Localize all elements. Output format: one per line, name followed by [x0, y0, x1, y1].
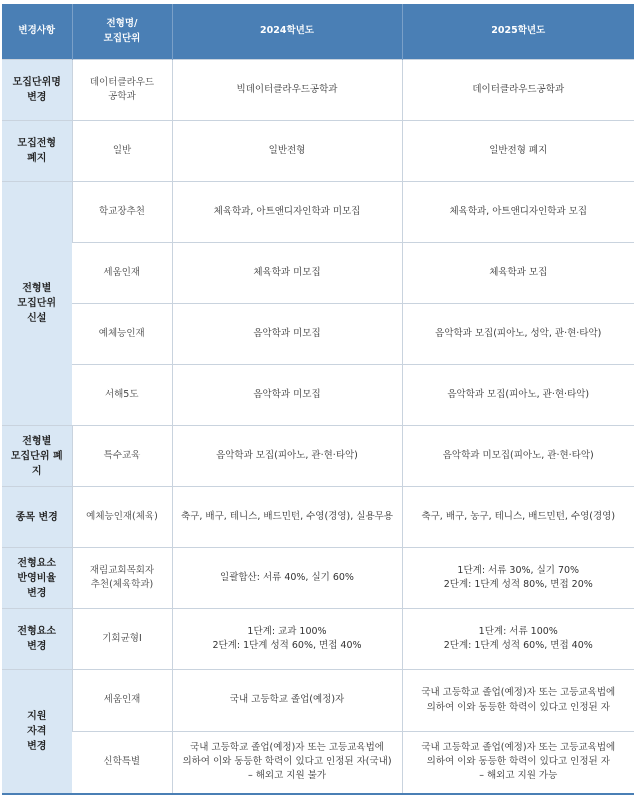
year-2025-cell: 음악학과 미모집(피아노, 관·현·타악): [402, 426, 634, 487]
year-2024-cell: 체육학과 미모집: [172, 243, 402, 304]
year-2025-cell: 1단계: 서류 30%, 실기 70% 2단계: 1단계 성적 80%, 면접 20%: [402, 548, 634, 609]
year-2024-cell: 국내 고등학교 졸업(예정)자 또는 고등교육법에 의하여 이와 동등한 학력이 있다고 인정된 자(국내) – 해외고 지원 불가: [172, 732, 402, 794]
year-2024-cell: 축구, 배구, 테니스, 배드민턴, 수영(경영), 실용무용: [172, 487, 402, 548]
year-2024-cell: 빅데이터클라우드공학과: [172, 60, 402, 121]
year-2025-cell: 축구, 배구, 농구, 테니스, 배드민턴, 수영(경영): [402, 487, 634, 548]
type-cell: 예체능인재: [72, 304, 172, 365]
header-row: [2, 4, 634, 60]
table-row: [2, 426, 634, 487]
table-row: [2, 609, 634, 670]
type-cell: 예체능인재(체육): [72, 487, 172, 548]
header-admission-type: 전형명/ 모집단위: [72, 4, 172, 60]
header-changes: 변경사항: [2, 4, 72, 60]
year-2024-cell: 음악학과 미모집: [172, 365, 402, 426]
header-2024: 2024학년도: [172, 4, 402, 60]
category-cell: 전형요소 변경: [2, 609, 72, 670]
category-cell: 전형요소 반영비율 변경: [2, 548, 72, 609]
type-cell: 서해5도: [72, 365, 172, 426]
year-2025-cell: 일반전형 폐지: [402, 121, 634, 182]
table-row: [2, 121, 634, 182]
table-row: [2, 487, 634, 548]
year-2024-cell: 국내 고등학교 졸업(예정)자: [172, 670, 402, 732]
category-cell: 종목 변경: [2, 487, 72, 548]
type-cell: 일반: [72, 121, 172, 182]
table-row: [2, 304, 634, 365]
year-2024-cell: 음악학과 미모집: [172, 304, 402, 365]
year-2025-cell: 체육학과 모집: [402, 243, 634, 304]
year-2025-cell: 국내 고등학교 졸업(예정)자 또는 고등교육법에 의하여 이와 동등한 학력이 있다고 인정된 자: [402, 670, 634, 732]
table-row: [2, 60, 634, 121]
year-2024-cell: 체육학과, 아트앤디자인학과 미모집: [172, 182, 402, 243]
year-2024-cell: 일괄합산: 서류 40%, 실기 60%: [172, 548, 402, 609]
header-2025: 2025학년도: [402, 4, 634, 60]
type-cell: 기회균형Ⅰ: [72, 609, 172, 670]
table-row: [2, 182, 634, 243]
year-2024-cell: 음악학과 모집(피아노, 관·현·타악): [172, 426, 402, 487]
type-cell: 세움인재: [72, 670, 172, 732]
category-cell: 모집전형 폐지: [2, 121, 72, 182]
year-2024-cell: 1단계: 교과 100% 2단계: 1단계 성적 60%, 면접 40%: [172, 609, 402, 670]
year-2024-cell: 일반전형: [172, 121, 402, 182]
year-2025-cell: 체육학과, 아트앤디자인학과 모집: [402, 182, 634, 243]
type-cell: 신학특별: [72, 732, 172, 794]
table-row: [2, 670, 634, 732]
type-cell: 데이터클라우드 공학과: [72, 60, 172, 121]
type-cell: 특수교육: [72, 426, 172, 487]
table-row: [2, 243, 634, 304]
category-cell: 전형별 모집단위 폐지: [2, 426, 72, 487]
category-cell: 모집단위명 변경: [2, 60, 72, 121]
year-2025-cell: 1단계: 서류 100% 2단계: 1단계 성적 60%, 면접 40%: [402, 609, 634, 670]
category-cell: 지원 자격 변경: [2, 670, 72, 794]
type-cell: 학교장추천: [72, 182, 172, 243]
admission-changes-table: [2, 4, 634, 795]
table-row: [2, 732, 634, 794]
table-row: [2, 365, 634, 426]
year-2025-cell: 음악학과 모집(피아노, 관·현·타악): [402, 365, 634, 426]
type-cell: 세움인재: [72, 243, 172, 304]
type-cell: 재림교회목회자 추천(체육학과): [72, 548, 172, 609]
table-row: [2, 548, 634, 609]
year-2025-cell: 국내 고등학교 졸업(예정)자 또는 고등교육법에 의하여 이와 동등한 학력이 있다고 인정된 자 – 해외고 지원 가능: [402, 732, 634, 794]
year-2025-cell: 음악학과 모집(피아노, 성악, 관·현·타악): [402, 304, 634, 365]
year-2025-cell: 데이터클라우드공학과: [402, 60, 634, 121]
category-cell: 전형별 모집단위 신설: [2, 182, 72, 426]
